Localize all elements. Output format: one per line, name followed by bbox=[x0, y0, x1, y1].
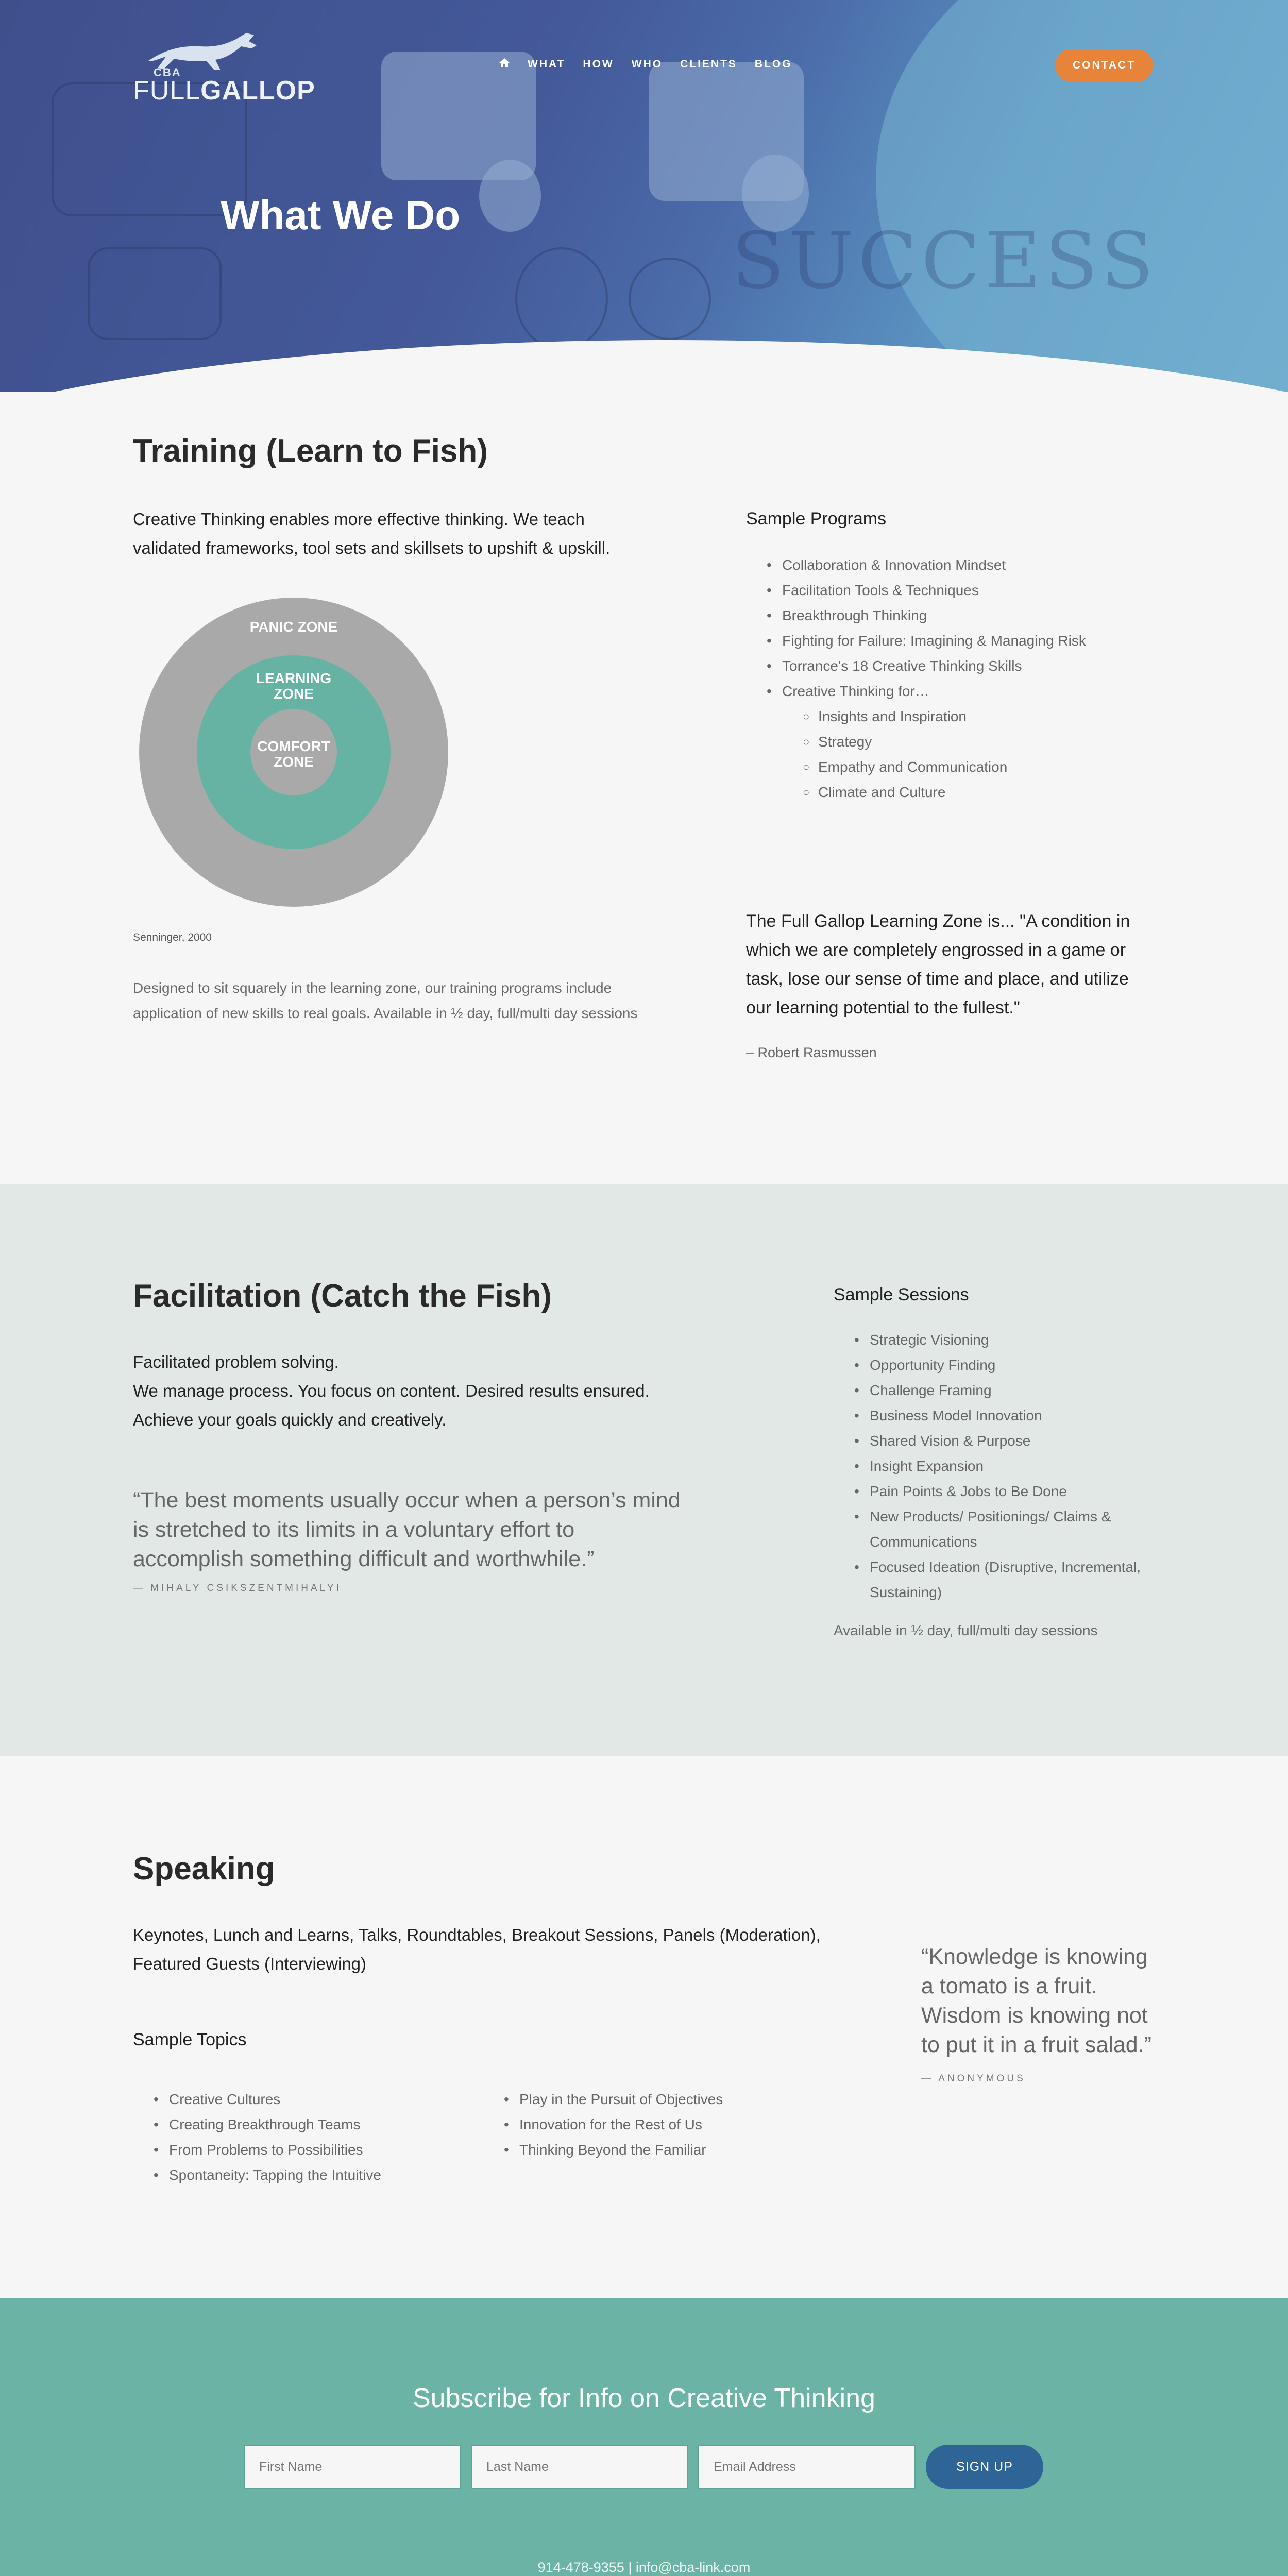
panic-zone-label: PANIC ZONE bbox=[249, 619, 338, 635]
hero-background-word: SUCCESS bbox=[732, 216, 1158, 306]
training-title-bold: Training bbox=[133, 433, 258, 469]
quote-attribution: — MIHALY CSIKSZENTMIHALYI bbox=[133, 1583, 342, 1594]
list-item: ○ Climate and Culture bbox=[818, 779, 1194, 805]
logo-brand-light: FULL bbox=[133, 76, 201, 106]
list-item: • Focused Ideation (Disruptive, Incremental, Sustaining) bbox=[870, 1554, 1158, 1605]
nav-item-blog[interactable]: BLOG bbox=[754, 58, 792, 70]
speaking-lead: Keynotes, Lunch and Learns, Talks, Roundtables, Breakout Sessions, Panels (Moderation), Featured Guests (Interviewing) bbox=[133, 1925, 821, 1973]
list-item: • Challenge Framing bbox=[870, 1378, 1158, 1403]
training-title-light: (Learn to Fish) bbox=[257, 433, 488, 469]
list-item: • Creating Breakthrough Teams bbox=[169, 2112, 488, 2137]
list-item: • Fighting for Failure: Imagining & Managing Risk bbox=[782, 628, 1194, 653]
horse-logo-icon bbox=[143, 30, 267, 71]
list-item: • Torrance's 18 Creative Thinking Skills bbox=[782, 653, 1194, 679]
hero-sketch bbox=[629, 258, 711, 340]
list-item: ○ Strategy bbox=[818, 729, 1194, 754]
topics-list-left bbox=[169, 2087, 488, 2188]
list-item: • Opportunity Finding bbox=[870, 1352, 1158, 1378]
training-lead: Creative Thinking enables more effective thinking. We teach validated frameworks, tool sets and skillsets to upshift & upskill. bbox=[133, 510, 611, 557]
first-name-field[interactable] bbox=[244, 2445, 461, 2489]
main-nav bbox=[499, 58, 792, 71]
contact-button[interactable]: CONTACT bbox=[1055, 49, 1153, 82]
logo-brand-bold: GALLOP bbox=[200, 76, 315, 106]
csikszentmihalyi-quote: “The best moments usually occur when a person’s mind is stretched to its limits in a voluntary effort to accomplish something difficult and worthwhile.” bbox=[133, 1488, 681, 1571]
comfort-zone-diagram bbox=[139, 598, 448, 907]
topics-list-right bbox=[519, 2087, 839, 2162]
list-item: • Innovation for the Rest of Us bbox=[519, 2112, 839, 2137]
list-item: • Creative Thinking for… bbox=[782, 679, 1194, 704]
list-item: • Pain Points & Jobs to Be Done bbox=[870, 1479, 1158, 1504]
list-item: • Spontaneity: Tapping the Intuitive bbox=[169, 2162, 488, 2188]
sign-up-button[interactable]: SIGN UP bbox=[926, 2445, 1043, 2489]
facilitation-title-light: (Catch the Fish) bbox=[301, 1278, 552, 1314]
facilitation-lead-3: Achieve your goals quickly and creatively. bbox=[133, 1410, 447, 1429]
list-item: ○ Insights and Inspiration bbox=[818, 704, 1194, 729]
facilitation-title bbox=[133, 1278, 552, 1314]
anonymous-quote: “Knowledge is knowing a tomato is a fruit. Wisdom is knowing not to put it in a fruit salad.” bbox=[921, 1944, 1151, 2057]
comfort-zone-label: ZONE bbox=[274, 754, 314, 770]
learning-zone-quote: The Full Gallop Learning Zone is... "A condition in which we are completely engrossed in a game or task, lose our sense of time and place, and utilize our learning potential to the fullest." bbox=[746, 911, 1130, 1018]
list-item: • Thinking Beyond the Familiar bbox=[519, 2137, 839, 2162]
list-item: • Creative Cultures bbox=[169, 2087, 488, 2112]
hero-sketch bbox=[515, 247, 608, 350]
list-item: • Strategic Visioning bbox=[870, 1327, 1158, 1352]
quote-attribution: — ANONYMOUS bbox=[921, 2073, 1026, 2084]
speaking-title bbox=[133, 1851, 275, 1887]
page-title bbox=[221, 192, 460, 239]
nav-item-clients[interactable]: CLIENTS bbox=[680, 58, 737, 70]
training-description: Designed to sit squarely in the learning zone, our training programs include application of new skills to real goals. Available in ½ day, full/multi day sessions bbox=[133, 980, 638, 1021]
training-title bbox=[133, 433, 488, 469]
home-icon[interactable] bbox=[499, 58, 510, 71]
nav-item-how[interactable]: HOW bbox=[583, 58, 614, 70]
logo-cba-text: CBA bbox=[154, 66, 181, 79]
list-item: • Collaboration & Innovation Mindset bbox=[782, 552, 1194, 578]
logo-brand-text bbox=[133, 75, 315, 106]
comfort-zone-label: COMFORT bbox=[257, 738, 330, 754]
learning-zone-label: LEARNING bbox=[256, 670, 332, 686]
list-item: • Insight Expansion bbox=[870, 1453, 1158, 1479]
page-title-light: We Do bbox=[321, 192, 461, 238]
list-item: • Breakthrough Thinking bbox=[782, 603, 1194, 628]
site-logo[interactable] bbox=[133, 30, 315, 106]
hero-sketch bbox=[88, 247, 222, 340]
programs-heading: Sample Programs bbox=[746, 509, 887, 529]
last-name-field[interactable] bbox=[471, 2445, 688, 2489]
subscribe-title: Subscribe for Info on Creative Thinking bbox=[413, 2383, 875, 2413]
list-item: • Shared Vision & Purpose bbox=[870, 1428, 1158, 1453]
sessions-availability: Available in ½ day, full/multi day sessions bbox=[834, 1622, 1098, 1638]
sessions-list bbox=[870, 1327, 1158, 1605]
learning-zone-label: ZONE bbox=[274, 686, 314, 702]
quote-attribution: – Robert Rasmussen bbox=[746, 1045, 877, 1060]
list-item: • From Problems to Possibilities bbox=[169, 2137, 488, 2162]
speaking-title-bold: Speaking bbox=[133, 1851, 275, 1887]
topics-heading: Sample Topics bbox=[133, 2030, 247, 2049]
list-item: • New Products/ Positionings/ Claims & Communications bbox=[870, 1504, 1158, 1554]
facilitation-lead-1: Facilitated problem solving. bbox=[133, 1352, 339, 1371]
footer bbox=[0, 2298, 1288, 2576]
list-item: ○ Empathy and Communication bbox=[818, 754, 1194, 779]
puzzle-piece bbox=[479, 160, 541, 232]
diagram-caption: Senninger, 2000 bbox=[133, 931, 212, 943]
facilitation-title-bold: Facilitation bbox=[133, 1278, 302, 1314]
page-title-bold: What bbox=[221, 192, 321, 238]
list-item: • Facilitation Tools & Techniques bbox=[782, 578, 1194, 603]
list-item: • Play in the Pursuit of Objectives bbox=[519, 2087, 839, 2112]
programs-list bbox=[782, 552, 1194, 805]
nav-item-who[interactable]: WHO bbox=[631, 58, 663, 70]
email-field[interactable] bbox=[698, 2445, 916, 2489]
facilitation-lead-2: We manage process. You focus on content. Desired results ensured. bbox=[133, 1381, 650, 1400]
list-item: • Business Model Innovation bbox=[870, 1403, 1158, 1428]
footer-contact[interactable]: 914-478-9355 | info@cba-link.com bbox=[537, 2560, 751, 2575]
nav-item-what[interactable]: WHAT bbox=[528, 58, 566, 70]
sessions-heading: Sample Sessions bbox=[834, 1285, 969, 1304]
